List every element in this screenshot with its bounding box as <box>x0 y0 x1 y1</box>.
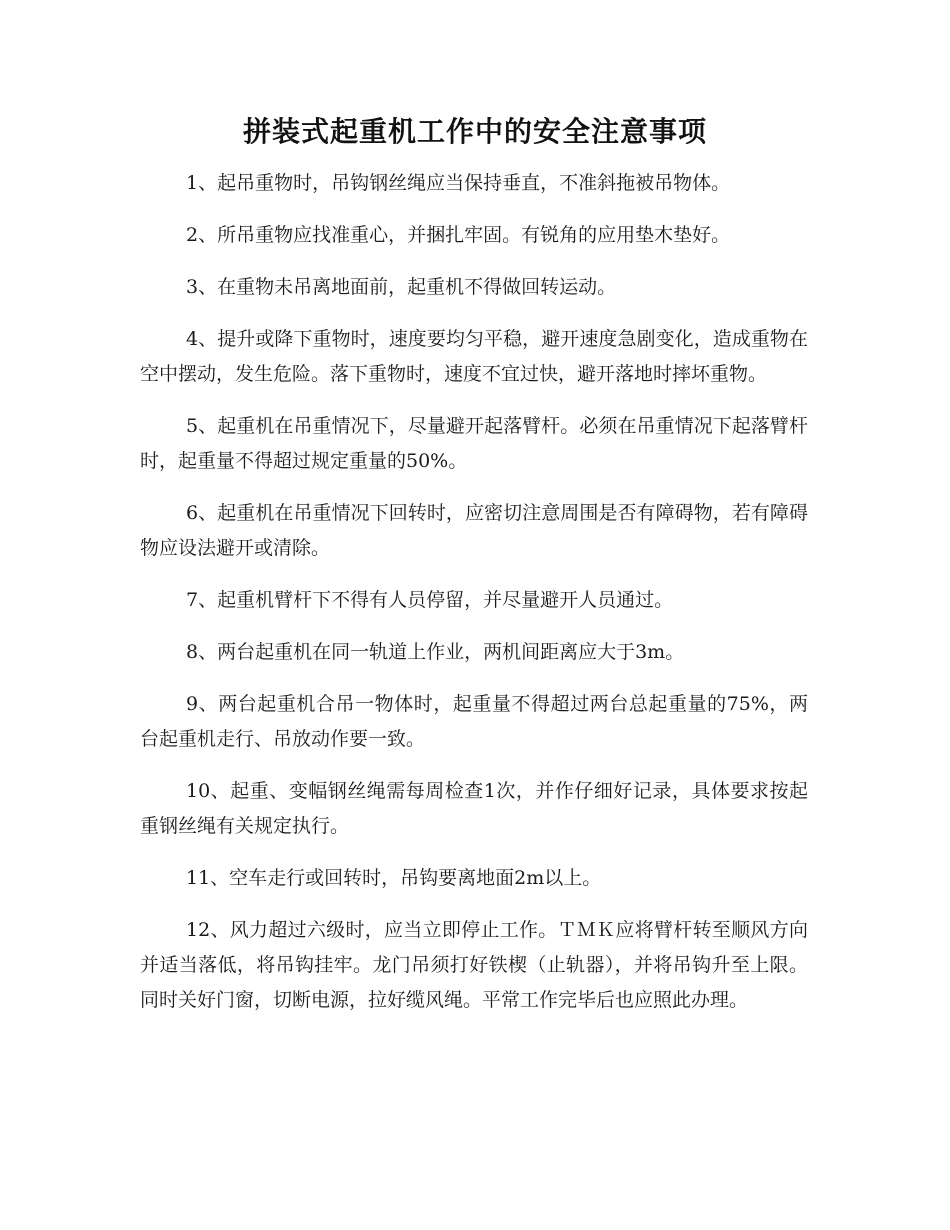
document-body <box>140 166 808 1035</box>
paragraph-10: 10、起重、变幅钢丝绳需每周检查1次，并作仔细好记录，具体要求按起重钢丝绳有关规定执行。 <box>140 780 808 837</box>
paragraph-5: 5、起重机在吊重情况下，尽量避开起落臂杆。必须在吊重情况下起落臂杆时，起重量不得超过规定重量的50%。 <box>140 415 808 472</box>
paragraph-7: 7、起重机臂杆下不得有人员停留，并尽量避开人员通过。 <box>186 589 674 611</box>
paragraph-3: 3、在重物未吊离地面前，起重机不得做回转运动。 <box>186 276 617 298</box>
paragraph-9: 9、两台起重机合吊一物体时，起重量不得超过两台总起重量的75%，两台起重机走行、吊放动作要一致。 <box>140 693 808 750</box>
paragraph-12: 12、风力超过六级时，应当立即停止工作。ＴＭＫ应将臂杆转至顺风方向并适当落低，将吊钩挂牢。龙门吊须打好铁楔（止轨器），并将吊钩升至上限。同时关好门窗，切断电源，拉好缆风绳。平常工作完毕后也应照此办理。 <box>140 919 808 1011</box>
paragraph-6: 6、起重机在吊重情况下回转时，应密切注意周围是否有障碍物，若有障碍物应设法避开或清除。 <box>140 502 808 559</box>
paragraph-2: 2、所吊重物应找准重心，并捆扎牢固。有锐角的应用垫木垫好。 <box>186 224 731 246</box>
paragraph-1: 1、起吊重物时，吊钩钢丝绳应当保持垂直，不准斜拖被吊物体。 <box>186 172 731 194</box>
page-title: 拼装式起重机工作中的安全注意事项 <box>242 115 707 148</box>
paragraph-4: 4、提升或降下重物时，速度要均匀平稳，避开速度急剧变化，造成重物在空中摆动，发生危险。落下重物时，速度不宜过快，避开落地时摔坏重物。 <box>140 328 808 385</box>
paragraph-11: 11、空车走行或回转时，吊钩要离地面2m以上。 <box>186 867 602 889</box>
paragraph-8: 8、两台起重机在同一轨道上作业，两机间距离应大于3m。 <box>186 641 685 663</box>
